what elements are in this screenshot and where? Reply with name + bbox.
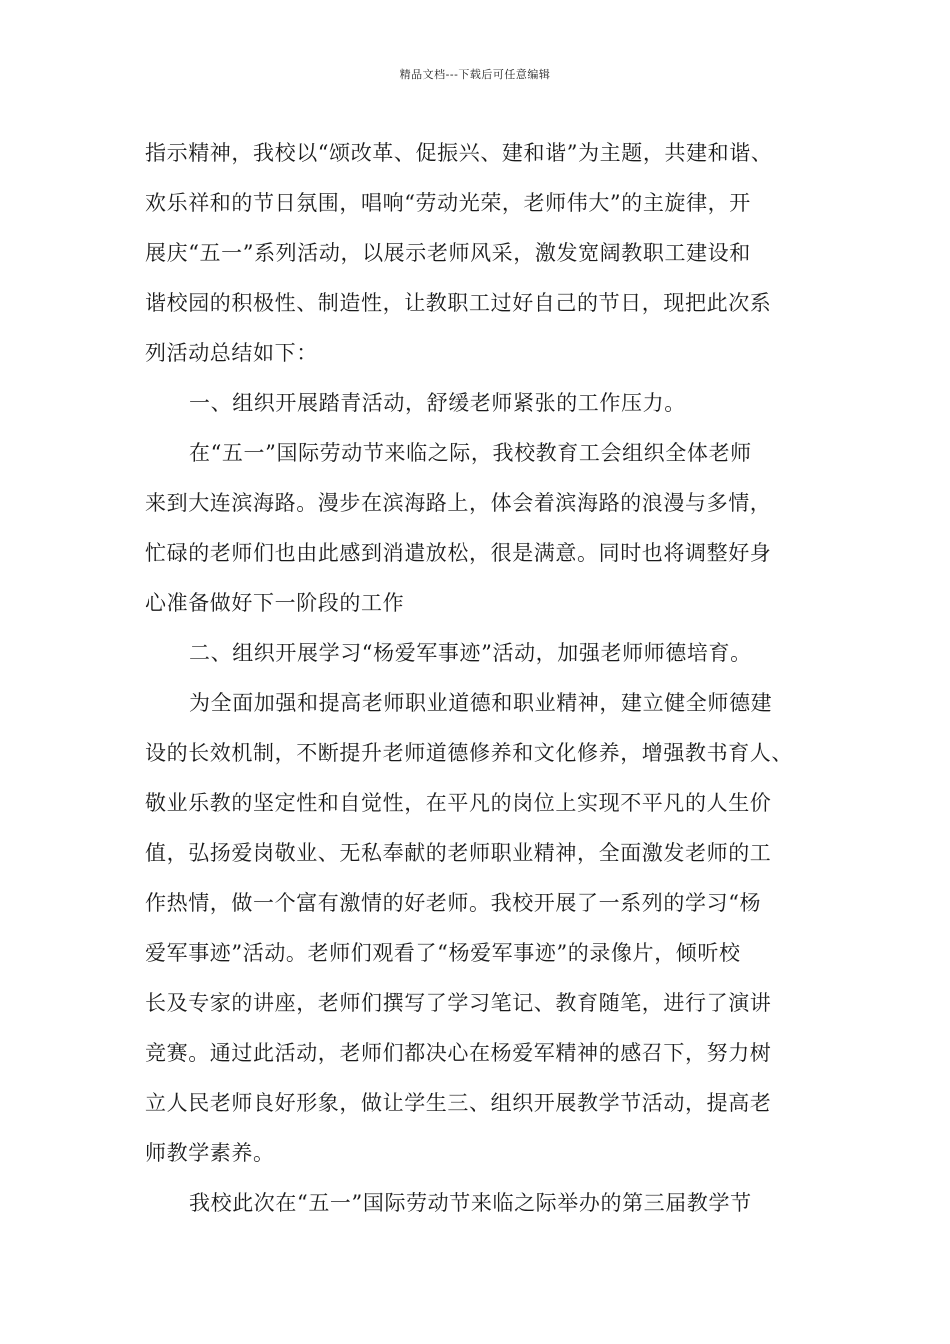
text-line: 忙碌的老师们也由此感到消遣放松，很是满意。同时也将调整好身 [145,541,772,565]
text-line: 为全面加强和提高老师职业道德和职业精神，建立健全师德建 [189,691,773,715]
text-line: 立人民老师良好形象，做让学生三、组织开展教学节活动，提高老 [145,1091,772,1115]
text-line: 值，弘扬爱岗敬业、无私奉献的老师职业精神，全面激发老师的工 [145,841,772,865]
text-line: 在“五一”国际劳动节来临之际，我校教育工会组织全体老师 [189,441,752,465]
document-body [145,128,825,1228]
text-line: 心准备做好下一阶段的工作 [145,591,405,615]
text-line: 列活动总结如下： [145,341,318,365]
text-line: 长及专家的讲座，老师们撰写了学习笔记、教育随笔，进行了演讲 [145,991,772,1015]
text-line: 我校此次在“五一”国际劳动节来临之际举办的第三届教学节 [189,1191,752,1215]
text-line: 欢乐祥和的节日氛围，唱响“劳动光荣，老师伟大”的主旋律，开 [145,191,751,215]
text-line: 敬业乐教的坚定性和自觉性，在平凡的岗位上实现不平凡的人生价 [145,791,772,815]
text-line: 二、组织开展学习“杨爱军事迹”活动，加强老师师德培育。 [189,641,752,665]
text-line: 爱军事迹”活动。老师们观看了“杨爱军事迹”的录像片，倾听校 [145,941,741,965]
text-line: 来到大连滨海路。漫步在滨海路上，体会着滨海路的浪漫与多情， [145,491,772,515]
text-line: 设的长效机制，不断提升老师道德修养和文化修养，增强教书育人、 [145,741,793,765]
text-line: 竞赛。通过此活动，老师们都决心在杨爱军精神的感召下，努力树 [145,1041,772,1065]
text-line: 一、组织开展踏青活动，舒缓老师紧张的工作压力。 [189,391,686,415]
text-line: 谐校园的积极性、制造性，让教职工过好自己的节日，现把此次系 [145,291,772,315]
text-line: 指示精神，我校以“颂改革、促振兴、建和谐”为主题，共建和谐、 [145,141,773,165]
text-line: 展庆“五一”系列活动，以展示老师风采，激发宽阔教职工建设和 [145,241,751,265]
text-line: 师教学素养。 [145,1141,275,1165]
text-line: 作热情，做一个富有激情的好老师。我校开展了一系列的学习“杨 [145,891,762,915]
page-header: 精品文档---下载后可任意编辑 [399,68,551,81]
